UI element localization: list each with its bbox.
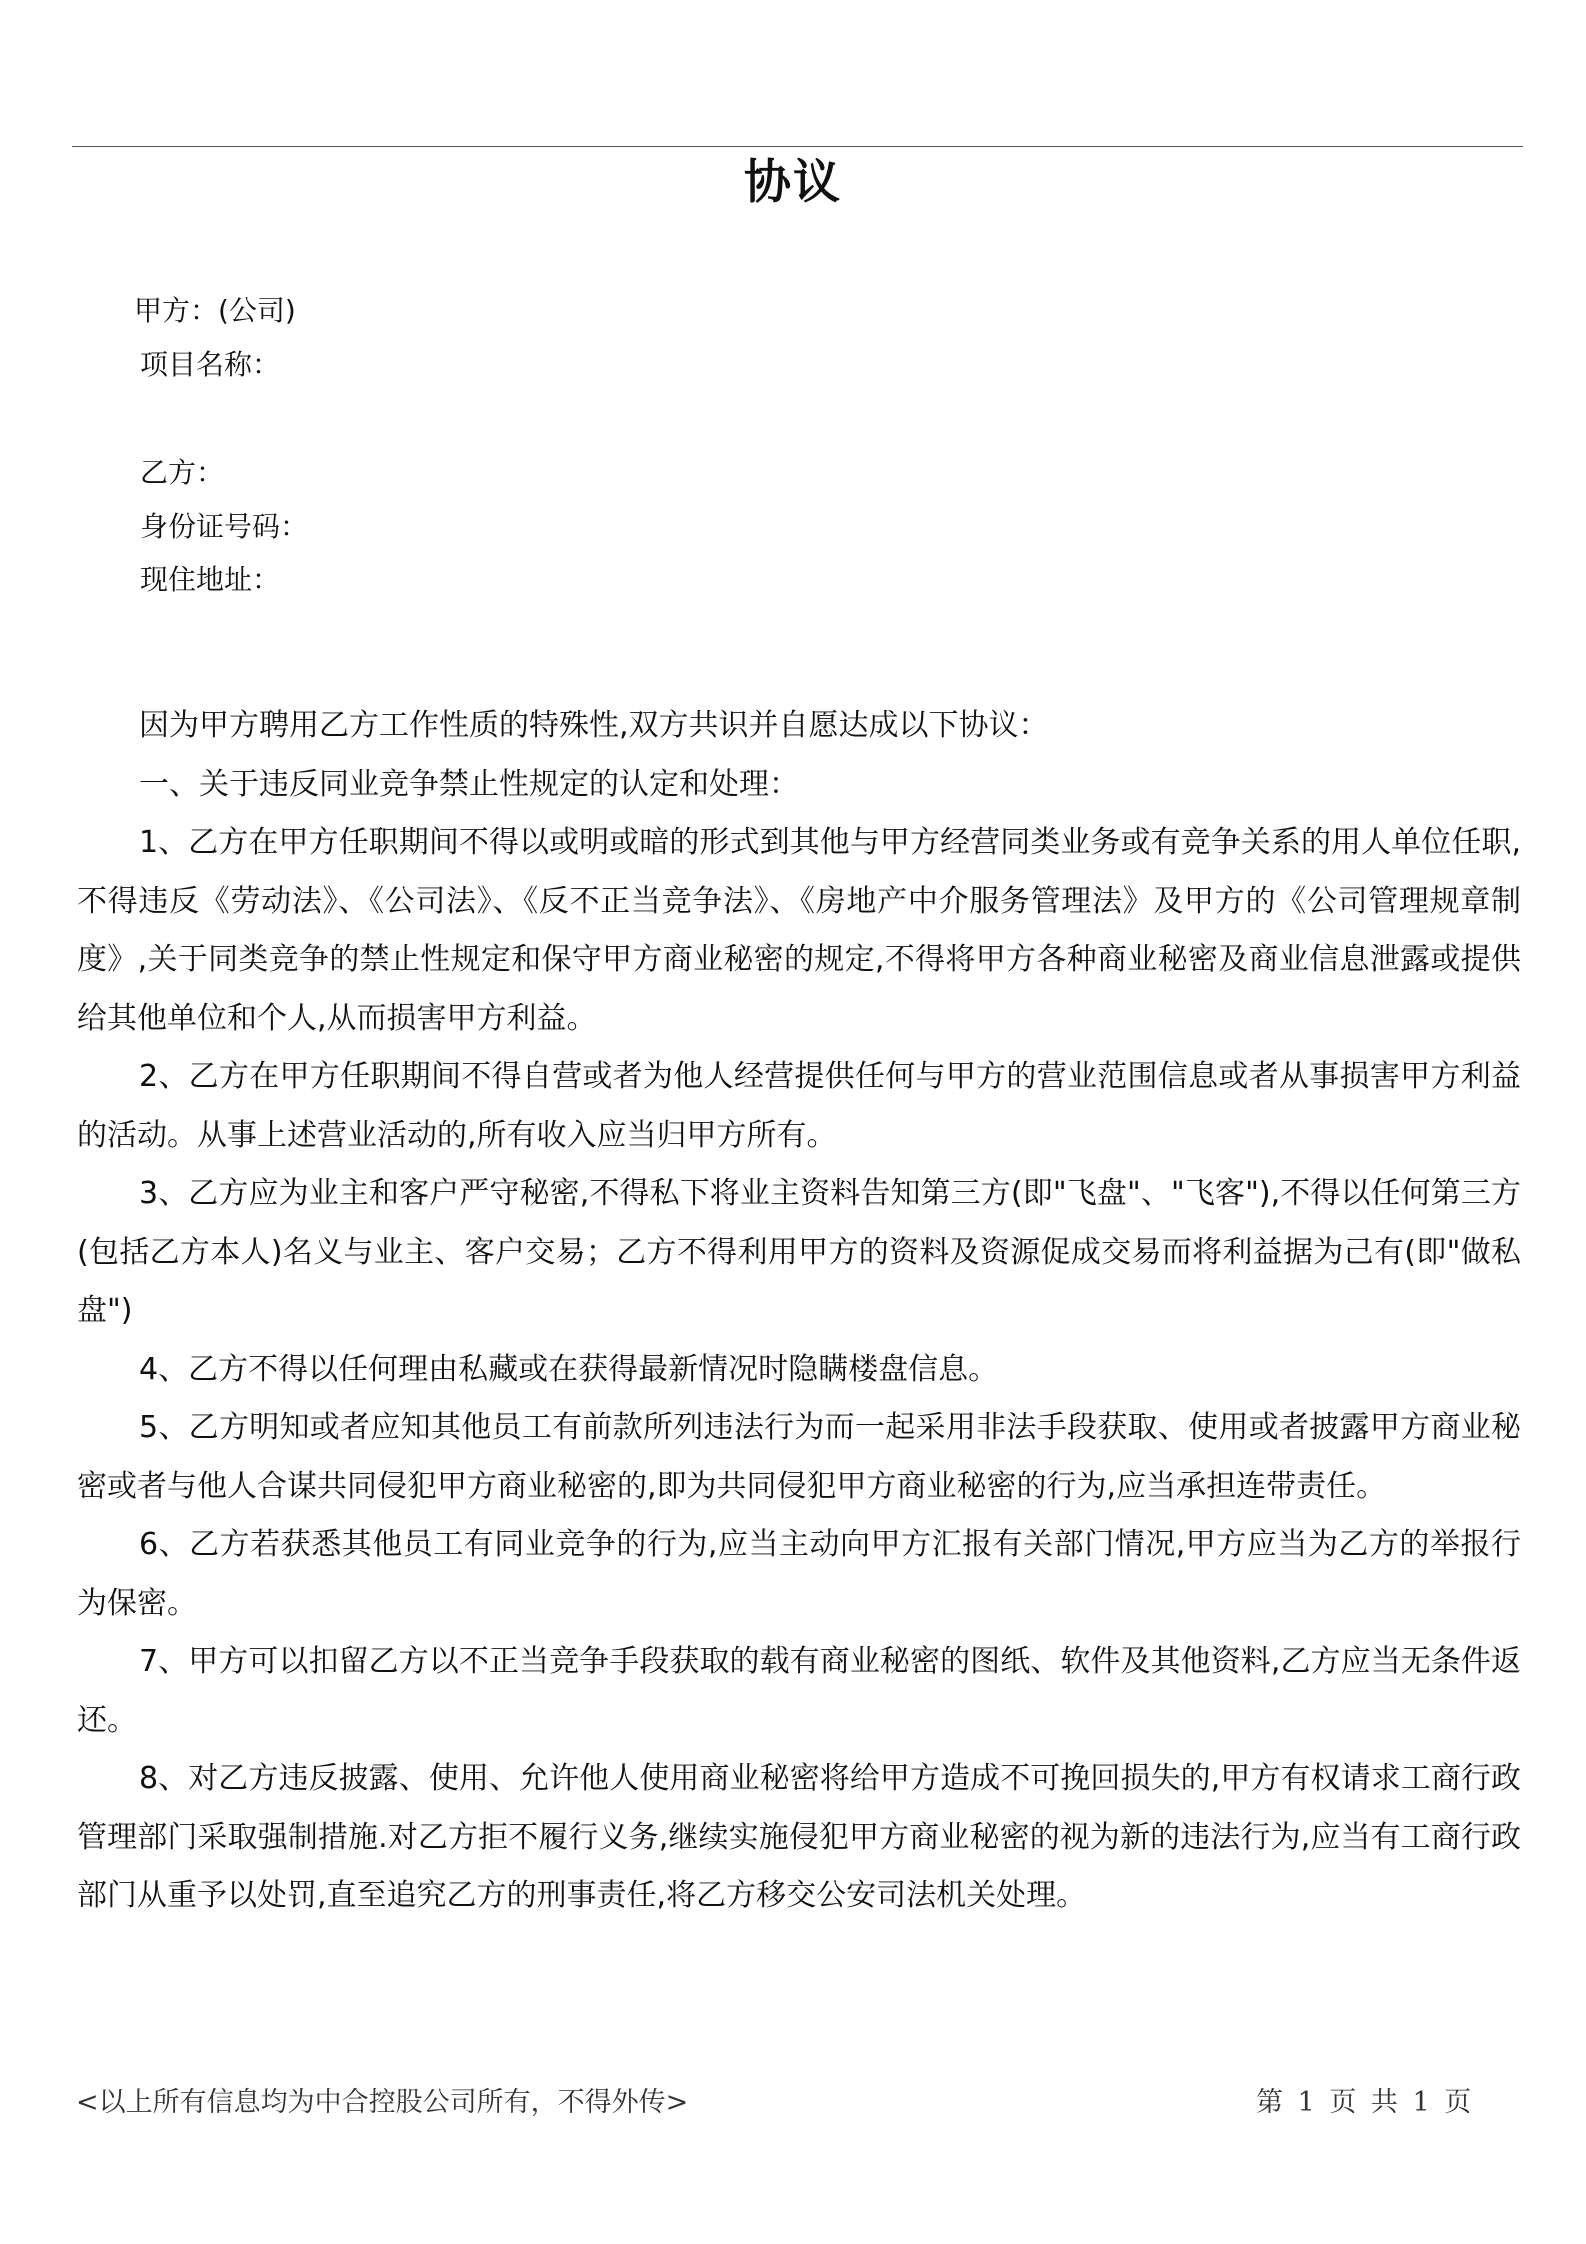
address-field: 现住地址： [140,563,281,596]
party-b-field: 乙方： [140,456,225,489]
clause-3: 3、乙方应为业主和客户严守秘密,不得私下将业主资料告知第三方(即"飞盘"、"飞客"),不得以任何第三方(包括乙方本人)名义与业主、客户交易；乙方不得利用甲方的资料及资源促成交易而将利益据为己有(即"做私盘") [77,1176,1521,1328]
clause-4: 4、乙方不得以任何理由私藏或在获得最新情况时隐瞒楼盘信息。 [139,1351,999,1387]
clause-8: 8、对乙方违反披露、使用、允许他人使用商业秘密将给甲方造成不可挽回损失的,甲方有权请求工商行政管理部门采取强制措施.对乙方拒不履行义务,继续实施侵犯甲方商业秘密的视为新的违法行为,应当有工商行政部门从重予以处罚,直至追究乙方的刑事责任,将乙方移交公安司法机关处理。 [77,1761,1521,1913]
intro-paragraph: 因为甲方聘用乙方工作性质的特殊性,双方共识并自愿达成以下协议： [139,708,1049,743]
clause-1: 1、乙方在甲方任职期间不得以或明或暗的形式到其他与甲方经营同类业务或有竞争关系的用人单位任职,不得违反《劳动法》、《公司法》、《反不正当竞争法》、《房地产中介服务管理法》及甲方的《公司管理规章制度》,关于同类竞争的禁止性规定和保守甲方商业秘密的规定,不得将甲方各种商业秘密及商业信息泄露或提供给其他单位和个人,从而损害甲方利益。 [77,825,1521,1036]
header-divider [72,146,1523,147]
party-a-field: 甲方：(公司) [134,294,296,327]
clause-5: 5、乙方明知或者应知其他员工有前款所列违法行为而一起采用非法手段获取、使用或者披露甲方商业秘密或者与他人合谋共同侵犯甲方商业秘密的,即为共同侵犯甲方商业秘密的行为,应当承担连带责任。 [77,1410,1521,1504]
page-indicator: 第 1 页 共 1 页 [1256,2087,1472,2118]
clause-6: 6、乙方若获悉其他员工有同业竞争的行为,应当主动向甲方汇报有关部门情况,甲方应当为乙方的举报行为保密。 [77,1527,1521,1621]
clause-2: 2、乙方在甲方任职期间不得自营或者为他人经营提供任何与甲方的营业范围信息或者从事损害甲方利益的活动。从事上述营业活动的,所有收入应当归甲方所有。 [77,1059,1521,1153]
confidentiality-note: <以上所有信息均为中合控股公司所有，不得外传> [76,2087,689,2118]
section-heading: 一、关于违反同业竞争禁止性规定的认定和处理： [139,766,799,802]
id-number-field: 身份证号码： [140,510,309,543]
document-title: 协议 [744,155,842,210]
project-name-field: 项目名称： [140,348,281,381]
clause-7: 7、甲方可以扣留乙方以不正当竞争手段获取的载有商业秘密的图纸、软件及其他资料,乙方应当无条件返还。 [77,1644,1521,1738]
agreement-body [77,697,1521,1926]
